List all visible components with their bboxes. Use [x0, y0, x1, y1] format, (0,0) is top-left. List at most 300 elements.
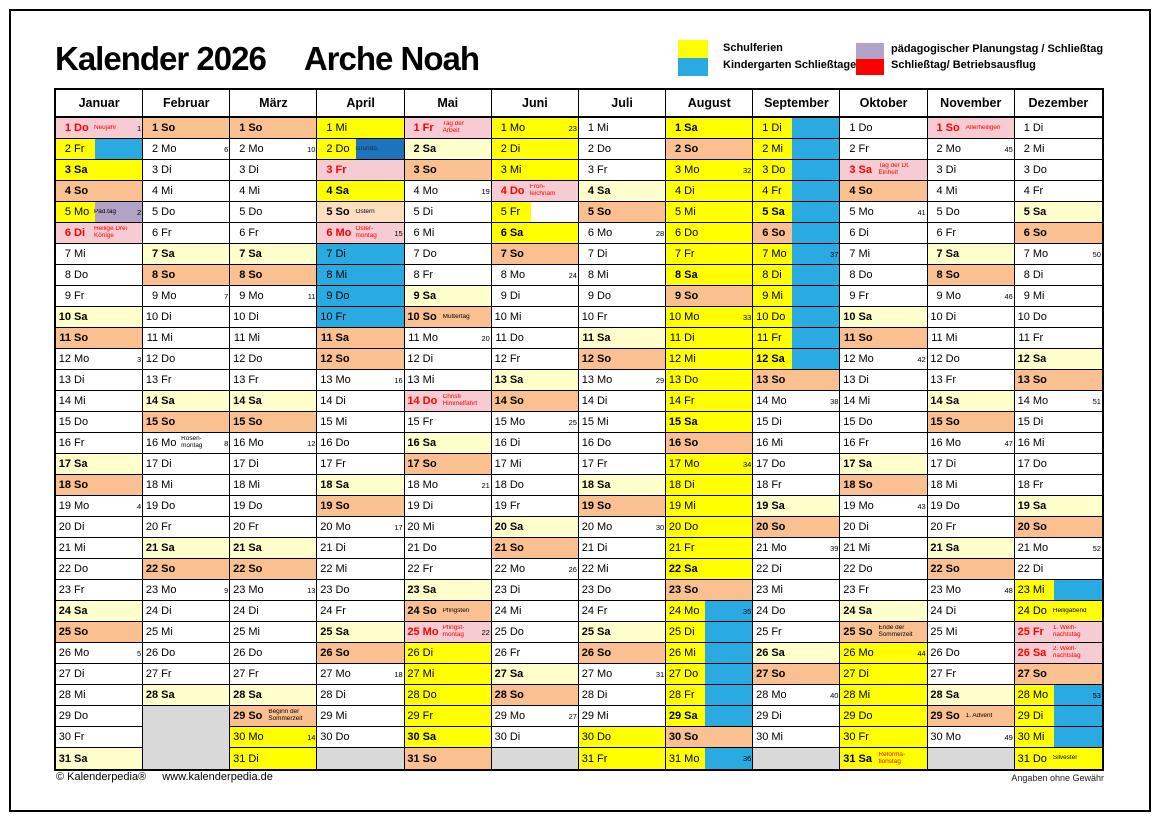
day-number: 27	[233, 668, 246, 680]
day-cell	[928, 286, 1014, 307]
kalenderpedia-link[interactable]: www.kalenderpedia.de	[162, 771, 273, 783]
week-number: 40	[830, 690, 839, 700]
day-cell	[1015, 391, 1102, 412]
closure-block	[705, 706, 752, 726]
day-number: 25	[320, 626, 333, 638]
weekday-label: Sa	[74, 164, 88, 176]
weekday-label: So	[858, 185, 873, 197]
day-number: 15	[145, 416, 159, 428]
day-number: 14	[756, 395, 769, 407]
weekday-label: Mo	[509, 563, 526, 575]
day-cell	[928, 664, 1014, 685]
day-annotation: Silvester	[1052, 755, 1078, 762]
weekday-label: Sa	[771, 500, 785, 512]
day-cell	[230, 454, 316, 475]
day-number: 29	[581, 710, 594, 722]
week-number: 30	[655, 522, 665, 532]
day-number: 24	[320, 605, 333, 617]
day-number: 18	[581, 479, 594, 491]
day-number: 25	[756, 626, 769, 638]
day-cell	[753, 244, 839, 265]
weekday-label: So	[335, 206, 350, 218]
weekday-label: So	[684, 437, 699, 449]
weekday-label: Di	[161, 605, 172, 617]
day-number: 31	[407, 752, 420, 765]
weekday-label: Sa	[945, 689, 960, 701]
weekday-label: Di	[771, 269, 782, 281]
empty-day-cell	[492, 748, 578, 769]
day-number: 6	[64, 227, 71, 239]
weekday-label: Sa	[422, 584, 437, 596]
day-number: 6	[152, 227, 159, 239]
day-cell	[928, 118, 1014, 139]
day-number: 1	[936, 122, 943, 134]
day-cell	[56, 244, 142, 265]
day-number: 24	[58, 605, 71, 617]
day-cell	[317, 601, 403, 622]
day-cell	[928, 223, 1014, 244]
day-number: 24	[145, 605, 159, 617]
day-cell	[579, 118, 665, 139]
day-number: 21	[320, 542, 333, 554]
day-cell	[143, 496, 229, 517]
day-cell	[1015, 118, 1102, 139]
weekday-label: Sa	[1032, 500, 1047, 512]
week-number: 41	[917, 207, 926, 217]
day-number: 20	[145, 521, 159, 533]
day-number: 30	[1017, 731, 1030, 743]
empty-day-cell	[317, 748, 403, 769]
weekday-label: So	[335, 353, 350, 365]
day-number: 5	[239, 206, 246, 218]
weekday-label: Do	[509, 185, 525, 197]
weekday-label: Do	[74, 122, 89, 134]
weekday-label: Sa	[74, 605, 88, 617]
day-cell	[840, 349, 926, 370]
day-cell	[56, 727, 142, 748]
day-cell	[840, 265, 926, 286]
week-number: 14	[307, 732, 316, 742]
week-number: 38	[830, 396, 839, 406]
month-header: Mai	[405, 90, 491, 118]
day-number: 13	[756, 374, 769, 386]
day-number: 18	[320, 479, 333, 491]
day-cell	[1015, 622, 1102, 643]
weekday-label: Do	[684, 521, 699, 533]
weekday-label: Do	[74, 710, 89, 722]
day-cell	[317, 685, 403, 706]
day-cell	[56, 685, 142, 706]
day-number: 18	[145, 479, 159, 491]
day-cell	[840, 748, 926, 769]
weekday-label: Fr	[422, 563, 434, 575]
day-number: 16	[407, 437, 420, 449]
weekday-label: Fr	[945, 668, 957, 680]
day-cell	[753, 580, 839, 601]
weekday-label: Do	[771, 605, 786, 617]
weekday-label: Di	[74, 374, 85, 386]
footer-left	[56, 771, 273, 783]
day-cell	[666, 685, 752, 706]
day-cell	[317, 286, 403, 307]
week-number: 26	[568, 564, 577, 574]
weekday-label: Fr	[596, 458, 608, 470]
weekday-label: Fr	[248, 668, 259, 680]
day-cell	[579, 685, 665, 706]
day-number: 22	[1017, 563, 1030, 575]
weekday-label: Di	[771, 563, 782, 575]
day-number: 26	[494, 647, 507, 659]
day-cell	[666, 622, 752, 643]
day-cell	[579, 706, 665, 727]
day-cell	[492, 223, 578, 244]
day-cell	[579, 580, 665, 601]
day-number: 7	[1023, 248, 1030, 260]
day-number: 7	[413, 248, 420, 260]
weekday-label: Di	[1032, 563, 1044, 575]
closure-block	[1054, 727, 1102, 747]
day-cell	[928, 454, 1014, 475]
day-number: 20	[668, 521, 682, 533]
day-number: 3	[64, 164, 71, 176]
day-number: 27	[1017, 668, 1030, 680]
day-cell	[666, 328, 752, 349]
day-cell	[56, 139, 142, 160]
day-number: 11	[408, 332, 420, 344]
closure-block	[792, 160, 839, 180]
weekday-label: So	[422, 605, 437, 617]
day-cell	[143, 244, 229, 265]
day-cell	[666, 475, 752, 496]
weekday-label: Do	[422, 689, 437, 701]
day-cell	[317, 412, 403, 433]
day-cell	[143, 433, 229, 454]
weekday-label: Fr	[161, 227, 172, 239]
week-number: 13	[307, 585, 316, 595]
weekday-label: So	[596, 647, 612, 659]
week-number: 16	[394, 375, 403, 385]
day-cell	[143, 475, 229, 496]
day-number: 16	[843, 437, 856, 449]
closure-block	[705, 622, 752, 642]
day-number: 23	[320, 584, 333, 596]
week-number: 21	[481, 480, 490, 490]
day-cell	[230, 496, 316, 517]
weekday-label: Sa	[1032, 647, 1047, 659]
weekday-label: Sa	[74, 458, 88, 470]
week-number: 20	[481, 333, 490, 343]
day-number: 28	[320, 689, 333, 701]
day-cell	[143, 580, 229, 601]
empty-day-cell	[753, 748, 839, 769]
weekday-label: So	[335, 647, 350, 659]
day-cell	[1015, 307, 1102, 328]
day-cell	[579, 391, 665, 412]
weekday-label: So	[771, 374, 786, 386]
closure-block	[792, 349, 839, 369]
weekday-label: Sa	[161, 395, 175, 407]
weekday-label: Mo	[1032, 689, 1049, 701]
day-cell	[317, 265, 403, 286]
week-number: 46	[1004, 291, 1013, 301]
day-number: 13	[930, 374, 943, 386]
week-number: 17	[394, 522, 403, 532]
day-cell	[143, 328, 229, 349]
day-cell	[143, 265, 229, 286]
day-cell	[143, 118, 229, 139]
day-cell	[405, 622, 491, 643]
weekday-label: Fr	[161, 374, 172, 386]
weekday-label: Sa	[74, 311, 88, 323]
day-number: 17	[756, 458, 769, 470]
weekday-label: Mo	[161, 437, 177, 449]
weekday-label: Fr	[248, 521, 259, 533]
week-number: 39	[830, 543, 839, 553]
weekday-label: Sa	[858, 311, 872, 323]
day-number: 22	[233, 563, 246, 575]
day-cell	[579, 244, 665, 265]
weekday-label: Sa	[684, 416, 698, 428]
day-cell	[579, 601, 665, 622]
day-cell	[317, 517, 403, 538]
day-cell	[666, 433, 752, 454]
day-cell	[666, 706, 752, 727]
day-annotation: Muttertag	[442, 313, 470, 320]
weekday-label: Di	[74, 668, 85, 680]
day-number: 11	[495, 332, 507, 344]
day-cell	[492, 286, 578, 307]
day-cell	[143, 454, 229, 475]
day-number: 5	[675, 206, 682, 218]
day-number: 2	[762, 143, 769, 155]
day-cell	[230, 727, 316, 748]
day-number: 1	[326, 122, 333, 134]
week-number: 36	[742, 754, 752, 763]
week-number: 31	[655, 669, 665, 679]
day-cell	[317, 181, 403, 202]
day-number: 11	[843, 332, 856, 344]
legend-label-planungstag: pädagogischer Planungstag / Schließtag	[891, 43, 1104, 55]
day-number: 29	[843, 710, 856, 722]
day-cell	[317, 160, 403, 181]
weekday-label: Mi	[945, 332, 958, 344]
weekday-label: Do	[509, 332, 524, 344]
day-cell	[579, 538, 665, 559]
day-cell	[317, 706, 403, 727]
weekday-label: Do	[422, 395, 438, 407]
day-number: 17	[145, 458, 159, 470]
week-number: 37	[830, 249, 839, 259]
day-cell	[230, 160, 316, 181]
day-number: 27	[58, 668, 71, 680]
day-cell	[666, 139, 752, 160]
weekday-label: So	[945, 122, 960, 134]
day-cell	[56, 328, 142, 349]
day-cell	[928, 496, 1014, 517]
day-cell	[230, 517, 316, 538]
day-cell	[840, 580, 926, 601]
weekday-label: Di	[74, 227, 85, 239]
day-number: 24	[494, 605, 507, 617]
weekday-label: Mi	[596, 710, 609, 722]
weekday-label: Fr	[509, 647, 521, 659]
closure-block	[792, 307, 839, 327]
day-cell	[405, 328, 491, 349]
day-number: 1	[675, 122, 682, 134]
week-number: 23	[568, 123, 577, 133]
day-number: 24	[407, 605, 420, 617]
day-number: 13	[668, 374, 682, 386]
weekday-label: Fr	[771, 479, 782, 491]
day-cell	[143, 622, 229, 643]
weekday-label: Mi	[509, 605, 522, 617]
day-number: 26	[58, 647, 71, 659]
weekday-label: Fr	[422, 269, 434, 281]
day-cell	[405, 748, 491, 769]
day-cell	[928, 622, 1014, 643]
weekday-label: Mo	[684, 605, 700, 617]
day-number: 28	[843, 689, 856, 701]
weekday-label: Sa	[596, 332, 611, 344]
day-number: 14	[58, 395, 71, 407]
day-number: 7	[326, 248, 333, 260]
weekday-label: So	[74, 332, 89, 344]
day-number: 8	[152, 269, 159, 281]
day-cell	[405, 727, 491, 748]
day-number: 3	[936, 164, 943, 176]
day-cell	[840, 685, 926, 706]
day-cell	[1015, 643, 1102, 664]
day-cell	[840, 664, 926, 685]
day-number: 10	[494, 311, 507, 323]
weekday-label: So	[422, 311, 437, 323]
weekday-label: Sa	[858, 458, 872, 470]
calendar-year-title: Kalender 2026	[55, 40, 266, 77]
day-cell	[840, 412, 926, 433]
closure-block	[1054, 580, 1102, 600]
weekday-label: Di	[335, 395, 346, 407]
weekday-label: Do	[596, 437, 612, 449]
day-cell	[579, 664, 665, 685]
weekday-label: Fr	[1032, 479, 1044, 491]
day-number: 23	[1017, 584, 1030, 596]
weekday-label: Mi	[248, 479, 260, 491]
day-cell	[492, 496, 578, 517]
day-cell	[143, 139, 229, 160]
weekday-label: Fr	[335, 605, 346, 617]
weekday-label: Mi	[74, 689, 86, 701]
day-number: 6	[239, 227, 246, 239]
weekday-label: Fr	[248, 374, 259, 386]
weekday-label: Sa	[335, 479, 349, 491]
weekday-label: Di	[684, 332, 695, 344]
day-number: 25	[581, 626, 594, 638]
day-number: 30	[320, 731, 333, 743]
weekday-label: Mi	[422, 521, 435, 533]
day-cell	[230, 622, 316, 643]
day-cell	[579, 139, 665, 160]
weekday-label: Do	[771, 164, 786, 176]
weekday-label: So	[74, 626, 89, 638]
weekday-label: So	[422, 458, 437, 470]
weekday-label: So	[596, 500, 612, 512]
weekday-label: Sa	[771, 206, 785, 218]
weekday-label: Mi	[161, 332, 173, 344]
closure-block	[792, 139, 839, 159]
day-number: 27	[756, 668, 769, 680]
day-cell	[317, 580, 403, 601]
weekday-label: Di	[335, 689, 346, 701]
day-cell	[666, 580, 752, 601]
weekday-label: Do	[596, 731, 612, 743]
week-number: 4	[136, 501, 142, 511]
day-annotation: Beginn der Sommerzeit	[268, 709, 303, 722]
weekday-label: Mo	[422, 626, 439, 638]
weekday-label: So	[161, 269, 176, 281]
day-number: 20	[58, 521, 71, 533]
day-cell	[405, 223, 491, 244]
weekday-label: Sa	[1032, 206, 1047, 218]
day-cell	[753, 202, 839, 223]
month-column	[230, 90, 317, 769]
day-number: 20	[1017, 521, 1030, 533]
day-number: 9	[326, 290, 333, 302]
day-annotation: 2. Weih-nachtstag	[1052, 646, 1081, 659]
day-cell	[840, 559, 926, 580]
weekday-label: Do	[858, 269, 873, 281]
day-cell	[579, 622, 665, 643]
day-cell	[143, 538, 229, 559]
day-number: 8	[762, 269, 769, 281]
day-cell	[840, 328, 926, 349]
day-cell	[230, 685, 316, 706]
weekday-label: Mo	[858, 500, 874, 512]
week-number: 18	[394, 669, 403, 679]
weekday-label: Do	[945, 647, 960, 659]
weekday-label: So	[161, 122, 176, 134]
day-cell	[317, 223, 403, 244]
closure-block	[531, 202, 578, 222]
weekday-label: So	[248, 122, 263, 134]
day-annotation: Pfingst-montag	[442, 625, 465, 638]
day-number: 6	[675, 227, 682, 239]
weekday-label: Mo	[161, 290, 177, 302]
weekday-label: Fr	[422, 122, 434, 134]
day-number: 6	[849, 227, 856, 239]
day-number: 19	[1017, 500, 1030, 512]
weekday-label: Sa	[684, 563, 698, 575]
weekday-label: Mi	[945, 185, 958, 197]
weekday-label: Di	[422, 500, 434, 512]
day-number: 29	[668, 710, 682, 722]
weekday-label: So	[509, 248, 524, 260]
closure-block	[792, 118, 839, 138]
day-number: 28	[494, 689, 507, 701]
day-cell	[230, 601, 316, 622]
day-number: 19	[407, 500, 420, 512]
day-cell	[492, 517, 578, 538]
week-number: 45	[1004, 144, 1013, 154]
empty-day-cell	[143, 748, 229, 769]
day-cell	[666, 748, 752, 769]
closure-block	[792, 265, 839, 285]
day-cell	[579, 454, 665, 475]
weekday-label: Sa	[161, 542, 175, 554]
day-cell	[1015, 139, 1102, 160]
day-cell	[579, 496, 665, 517]
weekday-label: Fr	[771, 332, 782, 344]
day-number: 30	[58, 731, 71, 743]
